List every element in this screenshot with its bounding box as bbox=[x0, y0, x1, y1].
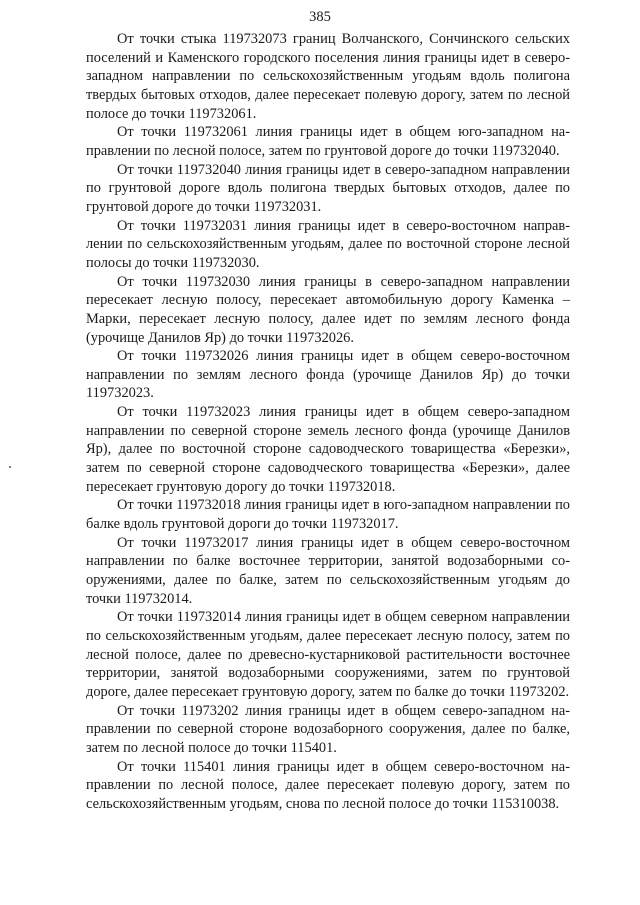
paragraph: От точки 119732030 линия границы в северо-западном направлении пересекает лесную полосу, пересекает автомобильную дорогу Каменка – Марки, пересекает лесную полосу, далее идет по землям лесного фонда (урочище Данилов Яр) до точки 119732026. bbox=[86, 273, 570, 346]
paragraph: От точки 115401 линия границы идет в общем северо-восточном направлении по лесной полосе, далее пересекает полевую дорогу, затем по сельскохозяйственным угодьям, снова по лесной полосе до точки 115310038. bbox=[86, 758, 570, 812]
paragraph: От точки стыка 119732073 границ Волчанского, Сончинского сельских поселений и Каменского городского поселения линия границы идет в северо-западном направлении по сельскохозяйственным угодьям вдоль полигона твердых бытовых отходов, далее пересекает полевую дорогу, затем по лесной полосе до точки 119732061. bbox=[86, 31, 570, 122]
paragraph: От точки 119732018 линия границы идет в юго-западном направлении по балке вдоль грунтовой дороги до точки 119732017. bbox=[86, 497, 570, 533]
paragraph: От точки 119732031 линия границы идет в северо-восточном направлении по сельскохозяйственным угодьям, далее по восточной стороне лесной полосы до точки 119732030. bbox=[86, 217, 570, 271]
paragraph: От точки 119732026 линия границы идет в общем северо-восточном направлении по землям лесного фонда (урочище Данилов Яр) до точки 119732023. bbox=[86, 348, 570, 402]
paragraph: От точки 119732061 линия границы идет в общем юго-западном направлении по лесной полосе, затем по грунтовой дороге до точки 119732040. bbox=[86, 124, 570, 159]
paragraph: От точки 11973202 линия границы идет в общем северо-западном направлении по северной стороне водозаборного сооружения, далее по балке, затем по лесной полосе до точки 115401. bbox=[86, 702, 570, 756]
paragraph: От точки 119732023 линия границы идет в общем северо-западном направлении по северной стороне земель лесного фонда (урочище Данилов Яр), далее по восточной стороне садоводческого товарищества «Березки», затем по северной стороне садоводческого товарищества «Березки», далее пересекает грунтовую дорогу до точки 119732018. bbox=[86, 404, 570, 495]
scan-speck bbox=[9, 466, 11, 468]
document-body bbox=[86, 30, 570, 814]
paragraph: От точки 119732017 линия границы идет в общем северо-восточном направлении по балке восточнее территории, занятой водозаборными сооружениями, далее по балке, затем по сельскохозяйственным угодьям до точки 119732014. bbox=[86, 534, 570, 607]
paragraph: От точки 119732014 линия границы идет в общем северном направлении по сельскохозяйственным угодьям, далее пересекает лесную полосу, затем по лесной полосе, далее по древесно-кустарниковой растительности восточнее территории, занятой водозаборными сооружениями, затем по грунтовой дороге, далее пересекает грунтовую дорогу, затем по балке до точки 11973202. bbox=[86, 609, 570, 700]
page-number: 385 bbox=[309, 9, 331, 25]
paragraph: От точки 119732040 линия границы идет в северо-западном направлении по грунтовой дороге вдоль полигона твердых бытовых отходов, далее по грунтовой дороге до точки 119732031. bbox=[86, 161, 570, 215]
